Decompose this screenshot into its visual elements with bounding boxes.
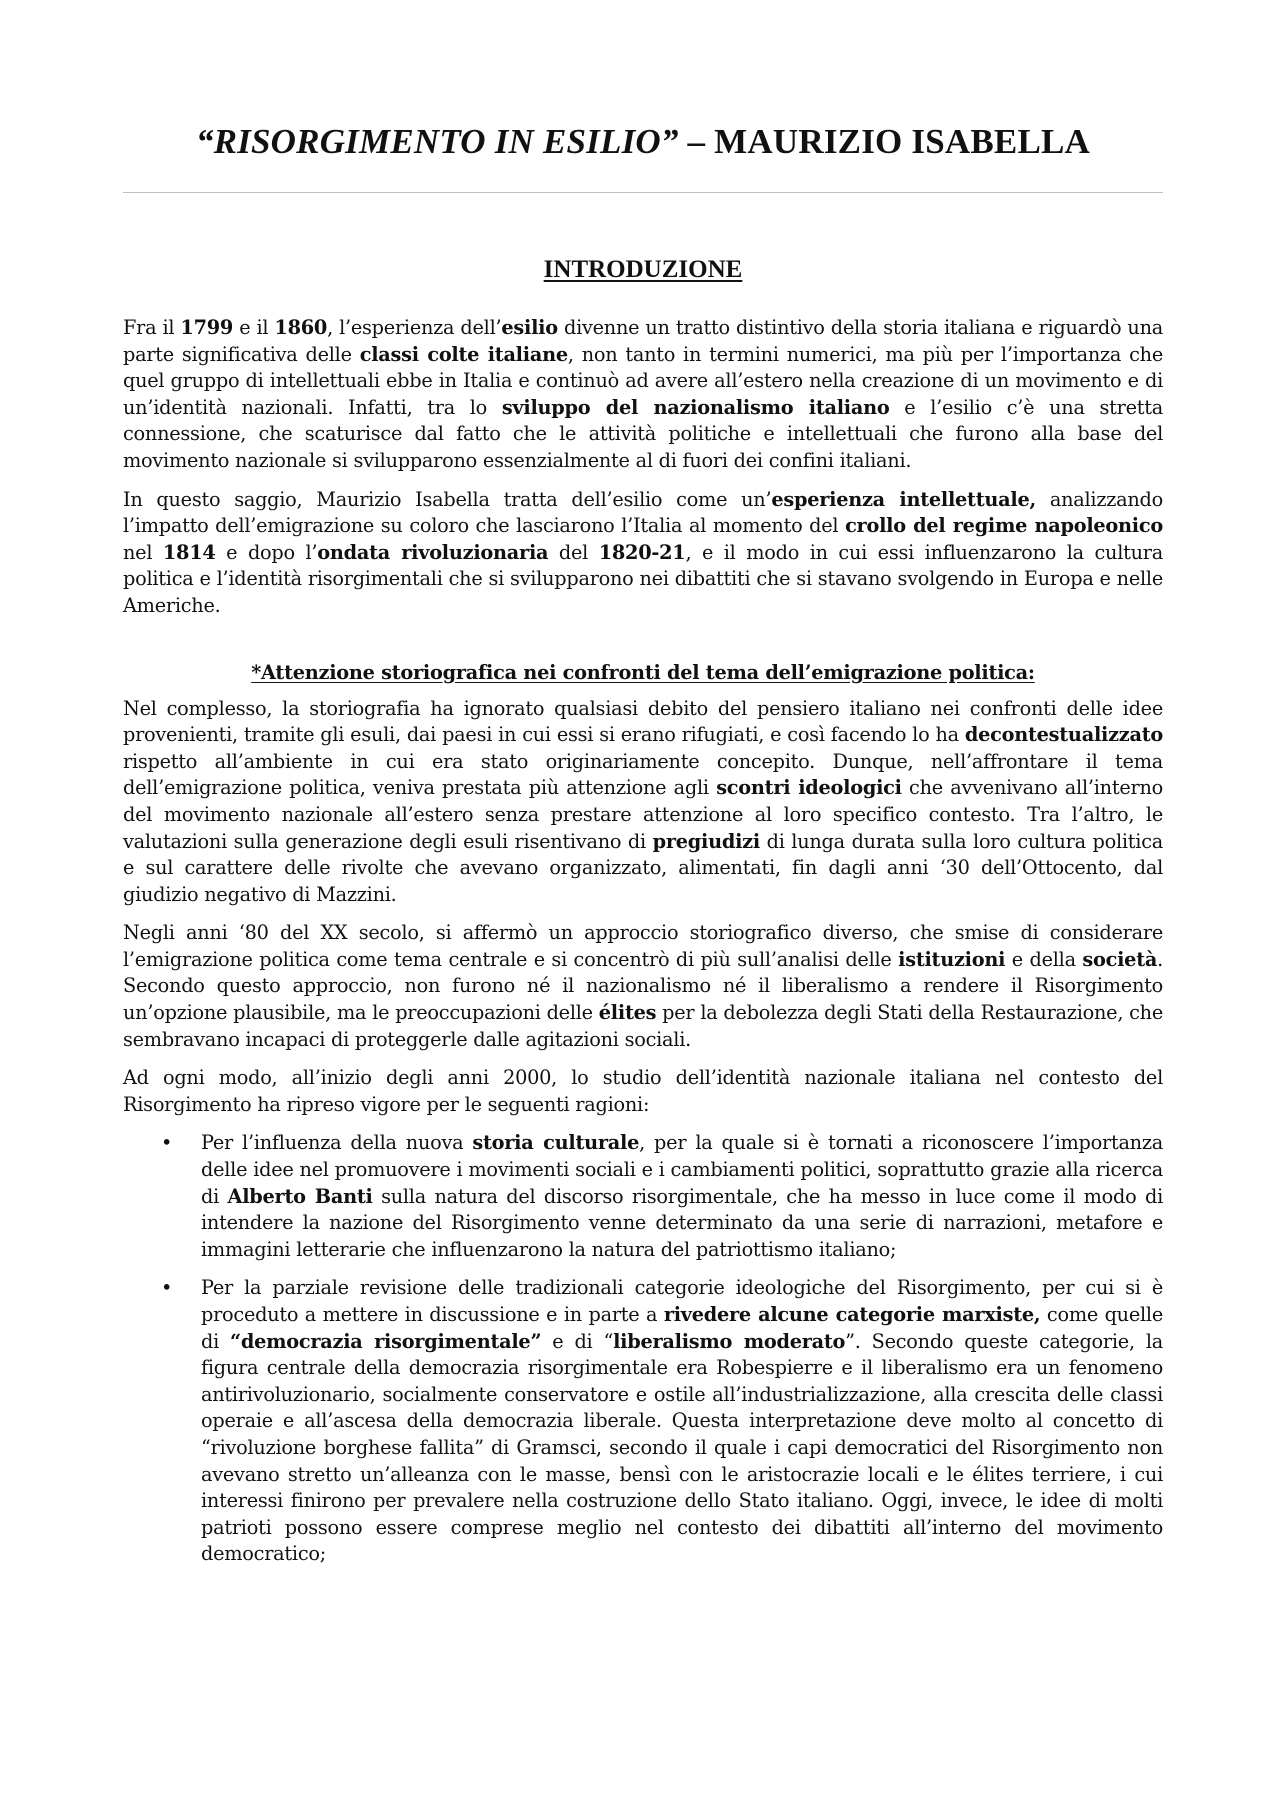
paragraph-2: In questo saggio, Maurizio Isabella tratta dell’esilio come un’esperienza intellettuale, analizzando l’impatto dell’emigrazione su coloro che lasciarono l’Italia al momento del crollo del regime napoleonico nel 1814 e dopo l’ondata rivoluzionaria del 1820-21, e il modo in cui essi influenzarono la cultura politica e l’identità risorgimentali che si svilupparono nei dibattiti che si stavano svolgendo in Europa e nelle Americhe. <box>123 487 1163 617</box>
bold-term: sviluppo del nazionalismo italiano <box>501 395 890 419</box>
bold-term: 1799 <box>180 316 234 339</box>
bold-term: società <box>1082 947 1158 971</box>
list-item <box>123 1130 1163 1263</box>
bold-term: decontestualizzato <box>964 723 1163 747</box>
bold-term: liberalismo moderato <box>613 1329 846 1353</box>
bold-term: storia culturale <box>472 1131 640 1155</box>
paragraph-3: Nel complesso, la storiografia ha ignorato qualsiasi debito del pensiero italiano nei confronti delle idee provenienti, tramite gli esuli, dai paesi in cui essi si erano rifugiati, e così facendo lo ha decontestualizzato rispetto all’ambiente in cui era stato originariamente concepito. Dunque, nell’affrontare il tema dell’emigrazione politica, veniva prestata più attenzione agli scontri ideologici che avvenivano all’interno del movimento nazionale all’estero senza prestare attenzione al loro specifico contesto. Tra l’altro, le valutazioni sulla generazione degli esuli risentivano di pregiudizi di lunga durata sulla loro cultura politica e sul carattere delle rivolte che avevano organizzato, alimentati, fin dagli anni ‘30 dell’Ottocento, dal giudizio negativo di Mazzini. <box>123 696 1163 906</box>
bullet-icon: • <box>161 1276 173 1300</box>
bold-term: pregiudizi <box>652 829 760 853</box>
bold-term: rivedere alcune categorie marxiste, <box>663 1303 1041 1326</box>
paragraph-5: Ad ogni modo, all’inizio degli anni 2000, lo studio dell’identità nazionale italiana nel contesto del Risorgimento ha ripreso vigore per le seguenti ragioni: <box>123 1066 1163 1116</box>
document-title <box>123 0 1163 164</box>
bold-term: istituzioni <box>898 947 1006 971</box>
bold-term: 1814 <box>162 540 216 564</box>
sub-heading: *Attenzione storiografica nei confronti del tema dell’emigrazione politica: <box>251 660 1035 684</box>
bold-term: crollo del regime napoleonico <box>845 514 1163 538</box>
bold-term: 1860 <box>274 316 328 339</box>
bullet-icon: • <box>161 1131 173 1155</box>
paragraph-1: Fra il 1799 e il 1860, l’esperienza dell’esilio divenne un tratto distintivo della storia italiana e riguardò una parte significativa delle classi colte italiane, non tanto in termini numerici, ma più per l’importanza che quel gruppo di intellettuali ebbe in Italia e continuò ad avere all’estero nella creazione di un movimento e di un’identità nazionali. Infatti, tra lo sviluppo del nazionalismo italiano e l’esilio c’è una stretta connessione, che scaturisce dal fatto che le attività politiche e intellettuali che furono alla base del movimento nazionale si svilupparono essenzialmente al di fuori dei confini italiani. <box>123 316 1164 472</box>
bold-term: 1820-21 <box>598 540 686 564</box>
title-work: “RISORGIMENTO IN ESILIO” <box>195 122 679 161</box>
bold-term: élites <box>598 1001 657 1025</box>
bold-term: ondata rivoluzionaria <box>317 540 549 564</box>
list-item-text: Per la parziale revisione delle tradizionali categorie ideologiche del Risorgimento, per cui si è proceduto a mettere in discussione e in parte a rivedere alcune categorie marxiste, come quelle di “democrazia risorgimentale” e di “liberalismo moderato”. Secondo queste categorie, la figura centrale della democrazia risorgimentale era Robespierre e il liberalismo era un fenomeno antirivoluzionario, socialmente conservatore e ostile all’industrializzazione, alla crescita delle classi operaie e all’ascesa della democrazia liberale. Questa interpretazione deve molto al concetto di “rivoluzione borghese fallita” di Gramsci, secondo il quale i capi democratici del Risorgimento non avevano stretto un’alleanza con le masse, bensì con le aristocrazie locali e le élites terriere, i cui interessi finirono per prevalere nella costruzione dello Stato italiano. Oggi, invece, le idee di molti patrioti possono essere comprese meglio nel contesto dei dibattiti all’interno del movimento democratico; <box>201 1276 1163 1566</box>
document-page <box>123 0 1163 1568</box>
list-item <box>123 1275 1163 1568</box>
title-divider <box>123 192 1163 193</box>
bold-term: scontri ideologici <box>716 776 902 800</box>
list-item-text: Per l’influenza della nuova storia culturale, per la quale si è tornati a riconoscere l’importanza delle idee nel promuovere i movimenti sociali e i cambiamenti politici, soprattutto grazie alla ricerca di Alberto Banti sulla natura del discorso risorgimentale, che ha messo in luce come il modo di intendere la nazione del Risorgimento venne determinato da una serie di narrazioni, metafore e immagini letterarie che influenzarono la natura del patriottismo italiano; <box>201 1131 1164 1261</box>
bold-term: classi colte italiane <box>359 342 568 366</box>
section-heading: INTRODUZIONE <box>543 256 743 283</box>
bold-term: esilio <box>501 316 558 339</box>
title-author: – MAURIZIO ISABELLA <box>678 122 1091 161</box>
bold-term: “democrazia risorgimentale” <box>230 1329 542 1353</box>
bold-term: Alberto Banti <box>227 1184 373 1208</box>
reasons-list <box>123 1130 1163 1568</box>
bold-term: esperienza intellettuale, <box>771 487 1036 511</box>
paragraph-4: Negli anni ‘80 del XX secolo, si affermò un approccio storiografico diverso, che smise di considerare l’emigrazione politica come tema centrale e si concentrò di più sull’analisi delle istituzioni e della società. Secondo questo approccio, non furono né il nazionalismo né il liberalismo a rendere il Risorgimento un’opzione plausibile, ma le preoccupazioni delle élites per la debolezza degli Stati della Restaurazione, che sembravano incapaci di proteggerle dalle agitazioni sociali. <box>123 921 1164 1051</box>
